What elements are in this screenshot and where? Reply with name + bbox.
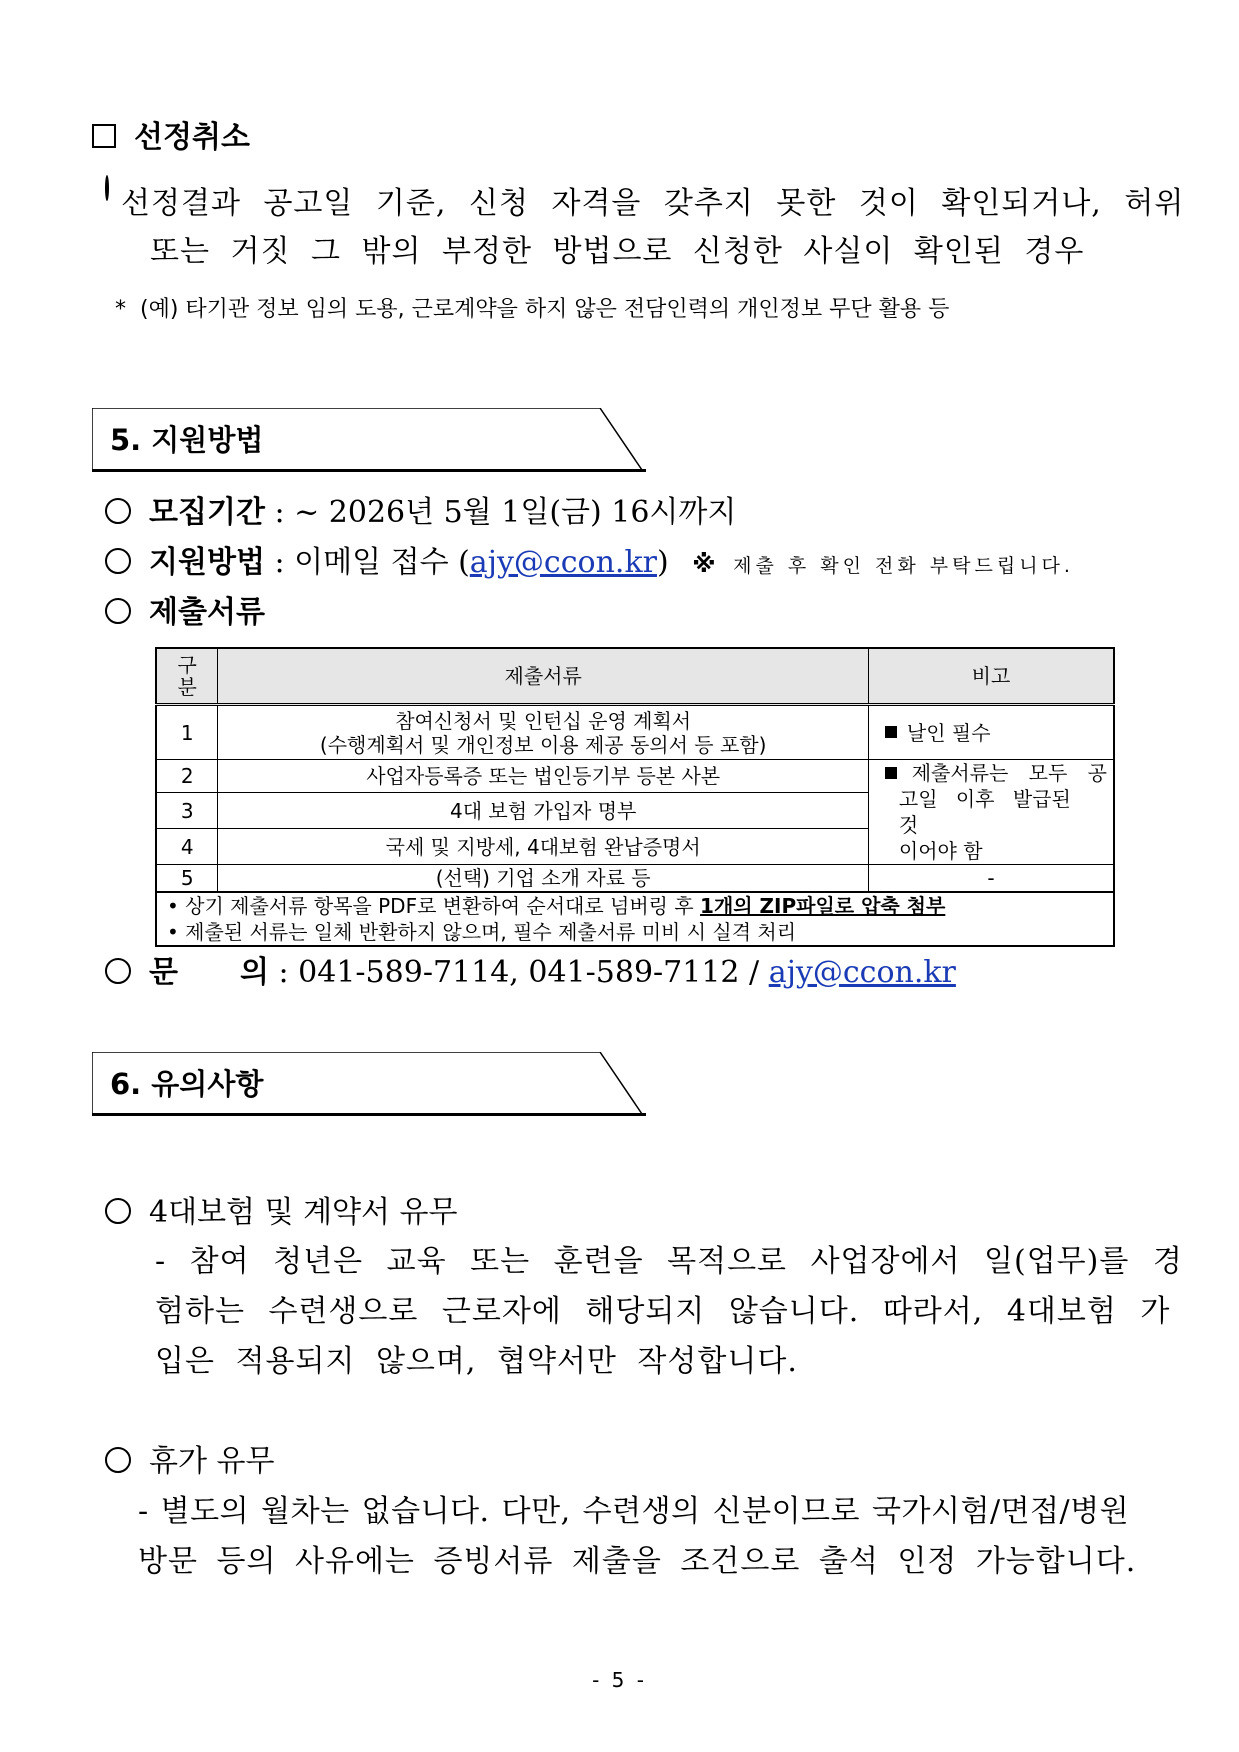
cancel-footnote	[115, 292, 949, 323]
vacation-heading	[105, 1436, 274, 1480]
section5-title: 5. 지원방법	[110, 423, 264, 457]
table-row	[156, 760, 1114, 793]
docs-item	[105, 587, 265, 631]
table-footer	[156, 892, 1114, 946]
footer-line1	[167, 893, 1107, 919]
section6-title: 6. 유의사항	[110, 1067, 264, 1101]
header-docs: 제출서류	[218, 648, 869, 705]
method-value-prefix: : 이메일 접수 (	[274, 545, 470, 580]
note-seal-text: 날인 필수	[906, 720, 991, 745]
vacation-heading-text: 휴가 유무	[149, 1444, 275, 1479]
section6-header	[92, 1052, 646, 1116]
footer-line2: • 제출된 서류는 일체 반환하지 않으며, 필수 제출서류 미비 시 실격 처리	[167, 919, 797, 944]
contact-item	[105, 947, 956, 991]
insurance-line2: 험하는 수련생으로 근로자에 해당되지 않습니다. 따라서, 4대보험 가	[155, 1294, 1171, 1329]
contact-email-link[interactable]: ajy@ccon.kr	[768, 955, 956, 990]
footer-line1-emphasis: 1개의 ZIP파일로 압축 첨부	[700, 893, 946, 918]
method-email-link[interactable]: ajy@ccon.kr	[469, 545, 657, 580]
row-document-line2: (수행계획서 및 개인정보 이용 제공 동의서 등 포함)	[319, 732, 767, 757]
cancel-item-line1	[105, 178, 1185, 222]
row-document: 4대 보험 가입자 명부	[218, 793, 869, 829]
header-note: 비고	[868, 648, 1114, 705]
header-gubun-top: 구	[177, 653, 197, 677]
period-label: 모집기간	[149, 495, 265, 530]
circle-bullet-icon	[105, 175, 109, 201]
method-label: 지원방법	[149, 545, 265, 580]
cancel-heading	[92, 112, 250, 156]
section5-header	[92, 408, 646, 472]
row-document: (선택) 기업 소개 자료 등	[218, 865, 869, 892]
table-footer-row	[156, 892, 1114, 946]
cancel-item-text1: 선정결과 공고일 기준, 신청 자격을 갖추지 못한 것이 확인되거나, 허위	[121, 186, 1185, 221]
row-note-date	[868, 760, 1114, 865]
contact-value: : 041-589-7114, 041-589-7112 /	[278, 955, 769, 990]
footer-line1-text: • 상기 제출서류 항목을 PDF로 변환하여 순서대로 넘버링 후	[167, 893, 701, 918]
period-item	[105, 487, 736, 531]
header-gubun	[156, 648, 218, 705]
period-value: : ~ 2026년 5월 1일(금) 16시까지	[274, 495, 737, 530]
circle-bullet-icon	[105, 498, 131, 524]
method-value-suffix: )	[656, 545, 669, 580]
note-date-line1-wrap	[885, 760, 1107, 786]
contact-label-2: 의	[239, 955, 269, 990]
cancel-item-line2: 또는 거짓 그 밖의 부정한 방법으로 신청한 사실이 확인된 경우	[150, 234, 1085, 269]
method-note: 제출 후 확인 전화 부탁드립니다.	[733, 555, 1074, 577]
insurance-heading	[105, 1187, 458, 1231]
row-number: 5	[156, 865, 218, 892]
row-note-empty: -	[868, 865, 1114, 892]
square-bullet-icon	[885, 767, 897, 779]
row-number: 2	[156, 760, 218, 793]
footnote-text: (예) 타기관 정보 임의 도용, 근로계약을 하지 않은 전담인력의 개인정보 무단 활용 등	[140, 297, 950, 322]
circle-bullet-icon	[105, 958, 131, 984]
row-number: 1	[156, 705, 218, 760]
page-number: - 5 -	[592, 1668, 647, 1692]
row-document	[218, 705, 869, 760]
insurance-line1: - 참여 청년은 교육 또는 훈련을 목적으로 사업장에서 일(업무)를 경	[155, 1244, 1183, 1279]
vacation-line1: - 별도의 월차는 없습니다. 다만, 수련생의 신분이므로 국가시험/면접/병원	[138, 1494, 1130, 1529]
row-document: 국세 및 지방세, 4대보험 완납증명서	[218, 829, 869, 865]
vacation-line2: 방문 등의 사유에는 증빙서류 제출을 조건으로 출석 인정 가능합니다.	[138, 1544, 1137, 1579]
insurance-line3: 입은 적용되지 않으며, 협약서만 작성합니다.	[155, 1344, 798, 1379]
circle-bullet-icon	[105, 598, 131, 624]
circle-bullet-icon	[105, 548, 131, 574]
row-number: 3	[156, 793, 218, 829]
insurance-heading-text: 4대보험 및 계약서 유무	[149, 1195, 458, 1230]
note-date-line1: 제출서류는 모두 공	[911, 761, 1107, 785]
row-note-seal	[868, 705, 1114, 760]
contact-label-1: 문	[149, 955, 178, 990]
insurance-body	[155, 1236, 1183, 1280]
documents-table	[155, 647, 1115, 947]
row-document: 사업자등록증 또는 법인등기부 등본 사본	[218, 760, 869, 793]
row-number: 4	[156, 829, 218, 865]
docs-label: 제출서류	[149, 595, 265, 630]
checkbox-square-icon	[92, 124, 116, 148]
table-row	[156, 865, 1114, 892]
circle-bullet-icon	[105, 1198, 131, 1224]
note-date-line2: 고일 이후 발급된 것	[898, 787, 1071, 837]
table-header-row	[156, 648, 1114, 705]
header-gubun-bottom: 분	[177, 675, 197, 699]
note-date-line3: 이어야 함	[898, 839, 983, 863]
footnote-mark: *	[115, 297, 126, 322]
square-bullet-icon	[885, 726, 897, 738]
method-item	[105, 537, 1074, 581]
row-document-line1: 참여신청서 및 인턴십 운영 계획서	[395, 708, 692, 733]
cancel-item	[105, 178, 1185, 222]
circle-bullet-icon	[105, 1447, 131, 1473]
note-mark: ※	[692, 550, 716, 578]
table-row	[156, 705, 1114, 760]
cancel-heading-text: 선정취소	[134, 120, 250, 155]
